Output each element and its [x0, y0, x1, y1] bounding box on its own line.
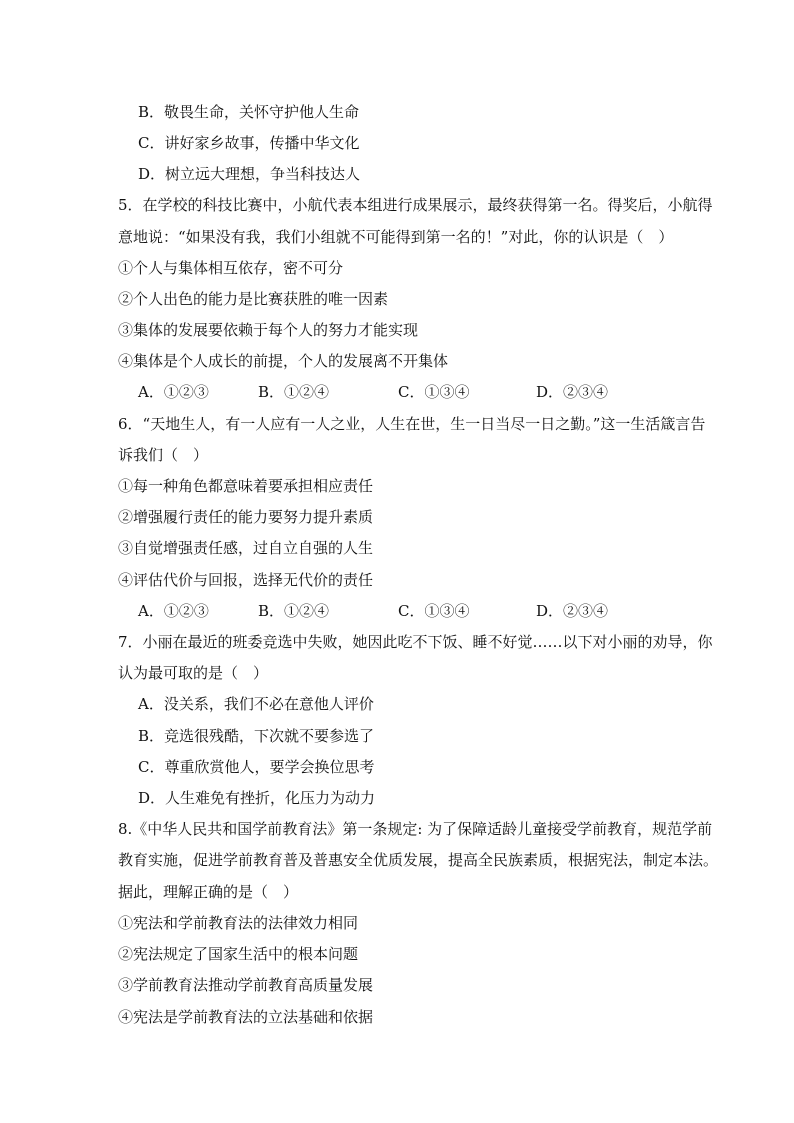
q5-stem-line-1: 5．在学校的科技比赛中，小航代表本组进行成果展示，最终获得第一名。得奖后，小航得 [118, 196, 713, 214]
q5-option-b: B．①②④ [258, 383, 330, 401]
q8-stem-line-2: 教育实施，促进学前教育普及普惠安全优质发展，提高全民族素质，根据宪法，制定本法。 [118, 851, 719, 869]
q4-option-c: C．讲好家乡故事，传播中华文化 [138, 134, 360, 152]
q8-statement-4: ④宪法是学前教育法的立法基础和依据 [118, 1008, 374, 1026]
q6-option-b: B．①②④ [258, 602, 330, 620]
q5-option-c: C．①③④ [398, 383, 470, 401]
q8-statement-3: ③学前教育法推动学前教育高质量发展 [118, 976, 374, 994]
q8-statement-1: ①宪法和学前教育法的法律效力相同 [118, 914, 359, 932]
q5-statement-1: ①个人与集体相互依存，密不可分 [118, 259, 344, 277]
q7-option-c: C．尊重欣赏他人，要学会换位思考 [138, 758, 375, 776]
q6-statement-3: ③自觉增强责任感，过自立自强的人生 [118, 539, 374, 557]
q8-statement-2: ②宪法规定了国家生活中的根本问题 [118, 945, 359, 963]
q5-option-d: D．②③④ [536, 383, 609, 401]
q7-option-a: A．没关系，我们不必在意他人评价 [138, 695, 374, 713]
q6-option-a: A．①②③ [138, 602, 209, 620]
q6-statement-2: ②增强履行责任的能力要努力提升素质 [118, 508, 374, 526]
q7-option-d: D．人生难免有挫折，化压力为动力 [138, 789, 376, 807]
q6-statement-4: ④评估代价与回报，选择无代价的责任 [118, 571, 374, 589]
q5-stem-line-2: 意地说：“如果没有我，我们小组就不可能得到第一名的！”对此，你的认识是（ ） [118, 228, 674, 246]
q6-option-d: D．②③④ [536, 602, 609, 620]
q6-stem-line-2: 诉我们（ ） [118, 446, 209, 464]
q5-statement-4: ④集体是个人成长的前提，个人的发展离不开集体 [118, 352, 449, 370]
q6-option-c: C．①③④ [398, 602, 470, 620]
q8-stem-line-3: 据此，理解正确的是（ ） [118, 883, 299, 901]
q5-option-a: A．①②③ [138, 383, 209, 401]
q6-stem-line-1: 6．“天地生人，有一人应有一人之业，人生在世，生一日当尽一日之勤。”这一生活箴言告 [118, 415, 706, 433]
q7-option-b: B．竞选很残酷，下次就不要参选了 [138, 727, 375, 745]
q5-statement-3: ③集体的发展要依赖于每个人的努力才能实现 [118, 321, 419, 339]
q4-option-b: B．敬畏生命，关怀守护他人生命 [138, 103, 360, 121]
q5-statement-2: ②个人出色的能力是比赛获胜的唯一因素 [118, 290, 389, 308]
q7-stem-line-1: 7．小丽在最近的班委竞选中失败，她因此吃不下饭、睡不好觉……以下对小丽的劝导，你 [118, 633, 713, 651]
q8-stem-line-1: 8.《中华人民共和国学前教育法》第一条规定: 为了保障适龄儿童接受学前教育，规范学前 [118, 820, 713, 838]
q6-statement-1: ①每一种角色都意味着要承担相应责任 [118, 477, 374, 495]
q7-stem-line-2: 认为最可取的是（ ） [118, 664, 269, 682]
q4-option-d: D．树立远大理想，争当科技达人 [138, 165, 361, 183]
